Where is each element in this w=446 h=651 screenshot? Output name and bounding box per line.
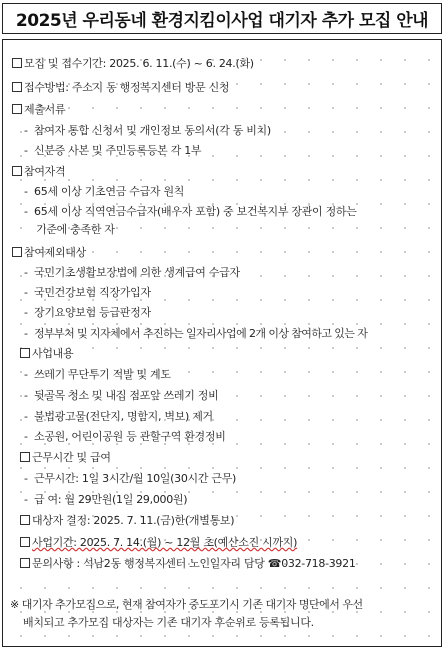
work-line-text: 뒷골목 청소 및 내집 점포앞 쓰레기 정비	[34, 389, 219, 402]
contact-item	[20, 557, 446, 571]
selection-text: 대상자 결정: 2025. 7. 11.(금)한(개별통보)	[32, 514, 235, 527]
title-box	[2, 3, 442, 34]
method-text: 접수방법: 주소지 동 행정복지센터 방문 신청	[24, 81, 230, 94]
eligibility-line-text: 기준에 충족한 자	[36, 223, 115, 236]
work-line-text: 쓰레기 무단투기 적발 및 계도	[34, 368, 171, 381]
checkbox-icon	[20, 348, 30, 358]
checkbox-icon	[12, 58, 22, 68]
method-item	[12, 81, 446, 95]
checkbox-icon	[20, 515, 30, 525]
exclusion-line: - 장기요양보험 등급판정자	[24, 306, 151, 319]
documents-line: - 참여자 통합 신청서 및 개인정보 동의서(각 동 비치)	[24, 124, 271, 137]
work-line: - 쓰레기 무단투기 적발 및 계도	[24, 368, 171, 381]
documents-line: - 신분증 사본 및 주민등록등본 각 1부	[24, 144, 202, 157]
documents-line-text: 참여자 통합 신청서 및 개인정보 동의서(각 동 비치)	[34, 124, 271, 137]
notice-body	[2, 39, 442, 647]
work-period-text: 사업기간: 2025. 7. 14.(월) ~ 12월 초(예산소진 시까지)	[32, 536, 298, 549]
checkbox-icon	[12, 166, 22, 176]
note-text: ※ 대기자 추가모집으로, 현재 참여자가 중도포기시 기존 대기자 명단에서 우선	[10, 598, 363, 611]
period-item	[12, 57, 446, 71]
exclusion-line-text: 정부부처 및 지자체에서 추진하는 일자리사업에 2개 이상 참여하고 있는 자	[34, 327, 368, 340]
note-text: 배치되고 추가모집 대상자는 기존 대기자 후순위로 등록됩니다.	[23, 616, 314, 629]
note-line	[10, 598, 446, 612]
work-header-text: 사업내용	[32, 347, 74, 360]
exclusion-header	[12, 246, 446, 260]
documents-header-text: 제출서류	[24, 103, 66, 116]
notice-title: 2025년 우리동네 환경지킴이사업 대기자 추가 모집 안내	[15, 11, 429, 31]
exclusion-line: - 정부부처 및 지자체에서 추진하는 일자리사업에 2개 이상 참여하고 있는 자	[24, 327, 368, 340]
exclusion-header-text: 참여제외대상	[24, 246, 86, 259]
work-line-text: 불법광고물(전단지, 명함지, 벽보) 제거	[34, 410, 213, 423]
period-text: 모집 및 접수기간: 2025. 6. 11.(수) ~ 6. 24.(화)	[24, 57, 254, 70]
hours-line-text: 급 여: 월 29만원(1일 29,000원)	[34, 493, 188, 506]
work-line-text: 소공원, 어린이공원 등 관할구역 환경정비	[34, 430, 226, 443]
exclusion-line: - 국민기초생활보장법에 의한 생계급여 수급자	[24, 266, 240, 279]
eligibility-line-continued	[36, 223, 446, 237]
exclusion-line-text: 장기요양보험 등급판정자	[34, 306, 151, 319]
checkbox-icon	[12, 247, 22, 257]
eligibility-line: - 65세 이상 기초연금 수급자 원칙	[24, 185, 185, 198]
note-line	[23, 616, 446, 630]
eligibility-line-text: 65세 이상 기초연금 수급자 원칙	[34, 185, 185, 198]
hours-header	[20, 451, 446, 465]
hours-header-text: 근무시간 및 급여	[32, 451, 111, 464]
work-line: - 소공원, 어린이공원 등 관할구역 환경정비	[24, 430, 226, 443]
work-header	[20, 347, 446, 361]
checkbox-icon	[12, 104, 22, 114]
hours-line: - 근무시간: 1일 3시간/월 10일(30시간 근무)	[24, 472, 237, 485]
checkbox-icon	[20, 537, 30, 547]
checkbox-icon	[12, 82, 22, 92]
documents-header	[12, 103, 446, 117]
exclusion-line-text: 국민기초생활보장법에 의한 생계급여 수급자	[34, 266, 240, 279]
exclusion-line: - 국민건강보험 직장가입자	[24, 286, 151, 299]
eligibility-line-text: 65세 이상 직역연금수급자(배우자 포함) 중 보건복지부 장관이 정하는	[34, 205, 357, 218]
eligibility-header	[12, 165, 446, 179]
eligibility-line: - 65세 이상 직역연금수급자(배우자 포함) 중 보건복지부 장관이 정하는	[24, 205, 357, 218]
work-line: - 뒷골목 청소 및 내집 점포앞 쓰레기 정비	[24, 389, 219, 402]
hours-line-text: 근무시간: 1일 3시간/월 10일(30시간 근무)	[34, 472, 237, 485]
exclusion-line-text: 국민건강보험 직장가입자	[34, 286, 151, 299]
documents-line-text: 신분증 사본 및 주민등록등본 각 1부	[34, 144, 202, 157]
selection-item	[20, 514, 446, 528]
eligibility-header-text: 참여자격	[24, 165, 66, 178]
contact-text: 문의사항 : 석남2동 행정복지센터 노인일자리 담당 ☎032-718-3921	[32, 557, 356, 570]
work-line: - 불법광고물(전단지, 명함지, 벽보) 제거	[24, 410, 213, 423]
checkbox-icon	[20, 558, 30, 568]
work-period-item	[20, 536, 446, 550]
hours-line: - 급 여: 월 29만원(1일 29,000원)	[24, 493, 188, 506]
checkbox-icon	[20, 452, 30, 462]
